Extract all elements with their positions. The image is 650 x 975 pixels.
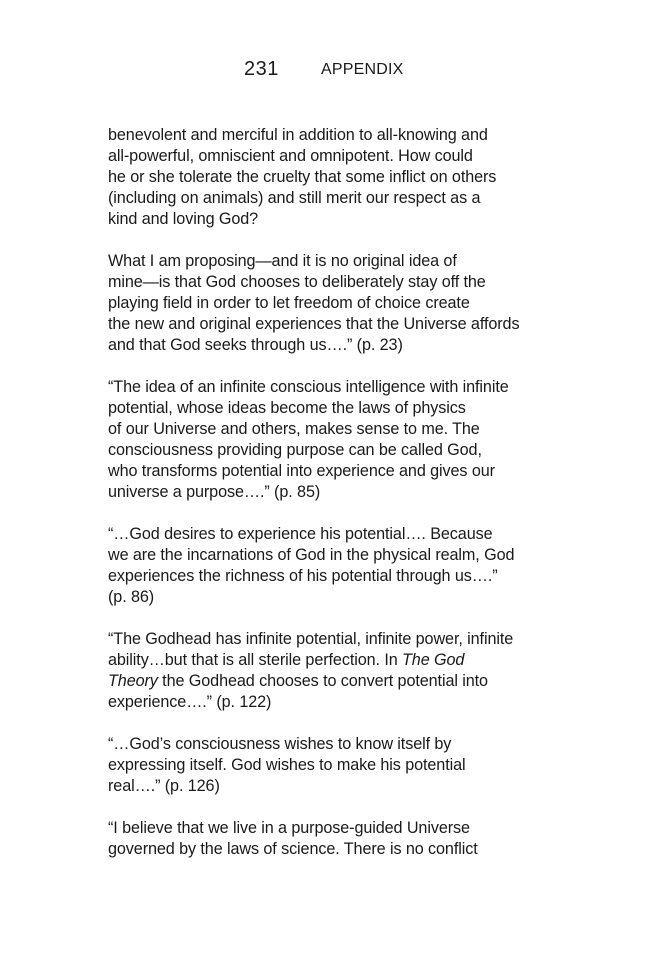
text-line: experiences the richness of his potential through us….” xyxy=(108,567,498,585)
text-line: of our Universe and others, makes sense to me. The xyxy=(108,420,480,438)
text-line: expressing itself. God wishes to make his potential xyxy=(108,756,466,774)
paragraph xyxy=(108,629,578,713)
paragraph xyxy=(108,818,578,860)
text-line: we are the incarnations of God in the physical realm, God xyxy=(108,546,515,564)
text-line: playing field in order to let freedom of choice create xyxy=(108,294,470,312)
text-line: benevolent and merciful in addition to all-knowing and xyxy=(108,126,488,144)
page-number: 231 xyxy=(244,58,279,80)
page-header xyxy=(0,58,650,82)
paragraph xyxy=(108,125,578,230)
text-line: potential, whose ideas become the laws of physics xyxy=(108,399,466,417)
book-title-italic: Theory xyxy=(108,672,158,690)
text-line: “…God’s consciousness wishes to know itself by xyxy=(108,735,452,753)
text-line: What I am proposing—and it is no original idea of xyxy=(108,252,457,270)
text-line: “The idea of an infinite conscious intelligence with infinite xyxy=(108,378,509,396)
text-line: “The Godhead has infinite potential, infinite power, infinite xyxy=(108,630,514,648)
text-line xyxy=(108,671,578,692)
book-title-italic: The God xyxy=(402,651,465,669)
running-head: APPENDIX xyxy=(321,61,404,78)
text-run: the Godhead chooses to convert potential into xyxy=(157,672,488,690)
text-line: who transforms potential into experience and gives our xyxy=(108,462,495,480)
text-line xyxy=(108,650,578,671)
text-line: mine—is that God chooses to deliberately stay off the xyxy=(108,273,486,291)
text-line: universe a purpose….” (p. 85) xyxy=(108,483,321,501)
text-line: he or she tolerate the cruelty that some inflict on others xyxy=(108,168,497,186)
text-line: “…God desires to experience his potential…. Because xyxy=(108,525,493,543)
text-line: “I believe that we live in a purpose-guided Universe xyxy=(108,819,470,837)
text-line: experience….” (p. 122) xyxy=(108,693,272,711)
text-line: governed by the laws of science. There is no conflict xyxy=(108,840,478,858)
text-line: all-powerful, omniscient and omnipotent. How could xyxy=(108,147,473,165)
text-line: kind and loving God? xyxy=(108,210,259,228)
text-line: (including on animals) and still merit our respect as a xyxy=(108,189,481,207)
paragraph xyxy=(108,251,578,356)
text-line: consciousness providing purpose can be called God, xyxy=(108,441,482,459)
paragraph xyxy=(108,377,578,503)
paragraph xyxy=(108,524,578,608)
text-line: and that God seeks through us….” (p. 23) xyxy=(108,336,403,354)
text-line: real….” (p. 126) xyxy=(108,777,220,795)
paragraph xyxy=(108,734,578,797)
body-text xyxy=(108,125,578,881)
text-line: the new and original experiences that the Universe affords xyxy=(108,315,520,333)
text-run: ability…but that is all sterile perfection. In xyxy=(108,651,403,669)
text-line: (p. 86) xyxy=(108,588,155,606)
